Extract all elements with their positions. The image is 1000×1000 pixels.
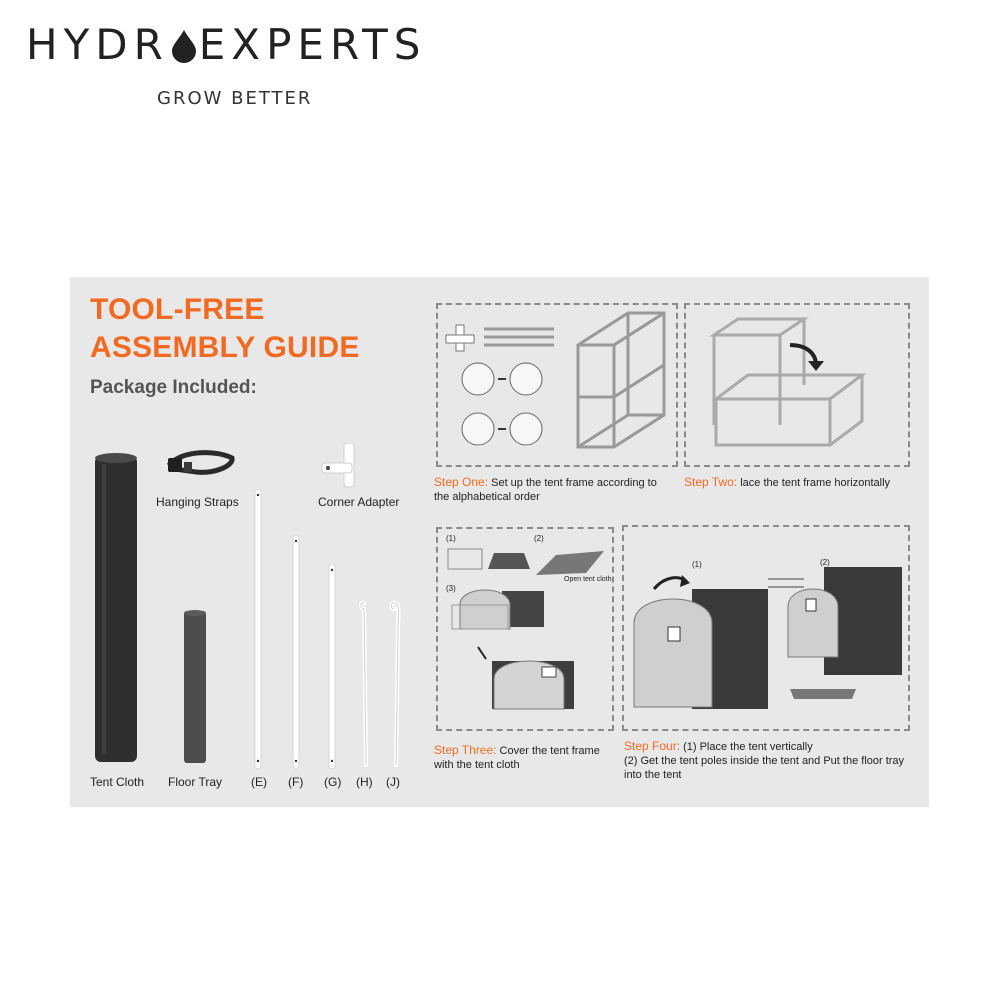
tent-vertical-diagram [624, 527, 908, 729]
pole-f-image [291, 535, 301, 771]
step-three-diagram-box [436, 527, 614, 731]
step-four-name: Step Four: [624, 739, 681, 753]
floor-tray-roll-image [183, 609, 207, 765]
pole-e-image [253, 489, 263, 771]
brand-logo [26, 20, 466, 109]
pole-f-label: (F) [288, 775, 304, 789]
step-two-diagram-box [684, 303, 910, 467]
step-one-text: Set up the tent frame according to the alphabetical order [434, 477, 657, 503]
water-drop-icon [169, 29, 199, 63]
pole-j-image [384, 599, 406, 771]
tent-cloth-label: Tent Cloth [90, 775, 145, 789]
hanging-straps-image [164, 448, 236, 482]
step-four-text-2: (2) Get the tent poles inside the tent and Put the floor tray into the tent [624, 755, 905, 781]
step-one-caption [434, 475, 674, 504]
cover-frame-diagram [438, 529, 612, 729]
step-three-sub-3-label: (3) [446, 584, 456, 593]
corner-adapter-image [320, 443, 366, 489]
step-three-sub-2-label: (2) [534, 534, 544, 543]
pole-g-image [327, 564, 337, 771]
pole-h-label: (H) [356, 775, 373, 789]
corner-adapter-label: Corner Adapter [318, 495, 400, 509]
frame-assembly-diagram [438, 305, 676, 465]
guide-title-line2: ASSEMBLY GUIDE [90, 331, 360, 364]
step-four-sub-2-label: (2) [820, 558, 830, 567]
guide-title-line1: TOOL-FREE [90, 293, 265, 326]
pole-h-image [356, 599, 376, 771]
step-four-sub-1-label: (1) [692, 560, 702, 569]
step-two-caption [684, 475, 914, 490]
step-three-sub-1-label: (1) [446, 534, 456, 543]
step-two-text: lace the tent frame horizontally [740, 477, 891, 489]
floor-tray-label: Floor Tray [168, 775, 223, 789]
tent-cloth-roll-image [94, 452, 138, 765]
hanging-straps-label: Hanging Straps [156, 495, 239, 509]
step-four-diagram-box [622, 525, 910, 731]
open-tent-cloth-label: Open tent cloth [564, 576, 612, 583]
pole-e-label: (E) [251, 775, 267, 789]
step-three-text: Cover the tent frame with the tent cloth [434, 745, 600, 771]
step-one-name: Step One: [434, 475, 489, 489]
brand-name-part2: EXPERTS [198, 20, 427, 69]
step-two-name: Step Two: [684, 475, 738, 489]
step-one-diagram-box [436, 303, 678, 467]
assembly-guide-panel [70, 277, 929, 807]
package-included-label: Package Included: [90, 377, 257, 398]
brand-tagline: GROW BETTER [157, 88, 313, 109]
brand-name-part1: HYDR [26, 20, 169, 69]
step-three-name: Step Three: [434, 743, 497, 757]
step-four-caption [624, 739, 908, 782]
frame-horizontal-diagram [686, 305, 908, 465]
step-three-caption [434, 743, 618, 772]
guide-title [90, 291, 410, 367]
pole-j-label: (J) [386, 775, 400, 789]
step-four-text-1: (1) Place the tent vertically [683, 741, 813, 753]
brand-name [26, 22, 466, 68]
pole-g-label: (G) [324, 775, 342, 789]
